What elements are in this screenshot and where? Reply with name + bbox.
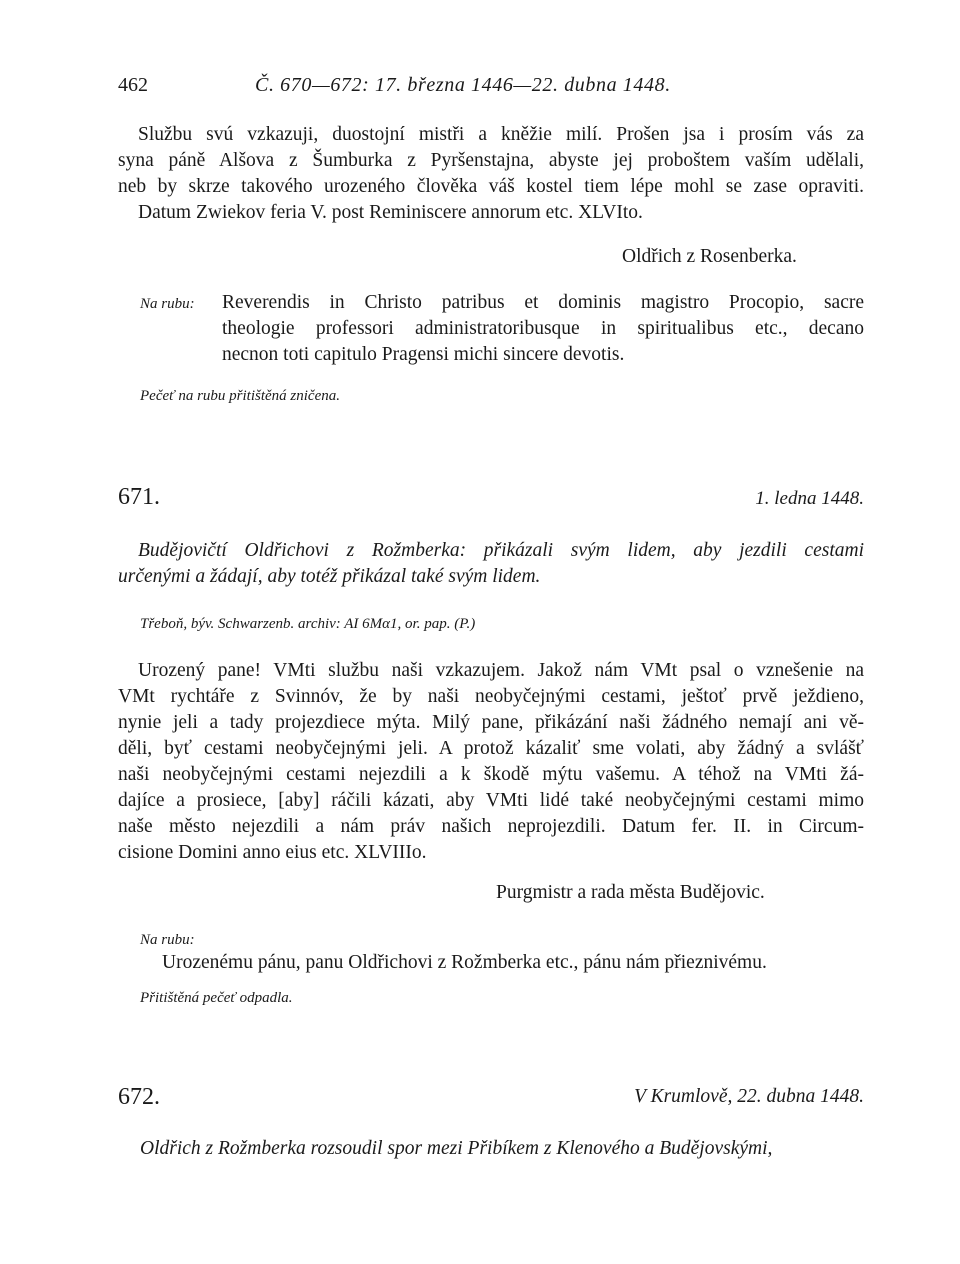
text-line: určenými a žádají, aby totéž přikázal také svým lidem. — [118, 566, 541, 587]
text-line: cisione Domini anno eius etc. XLVIIIo. — [118, 842, 427, 863]
text-line: Urozený pane! VMti službu naši vzkazujem. Jakož nám VMt psal o vznešenie na — [138, 660, 864, 681]
entry-671-summary — [118, 538, 864, 590]
text-line: VMt rychtáře z Svinnóv, že by naši neobyčejnými cestami, ještoť prvě ježdieno, — [118, 686, 864, 707]
letter-670-address — [222, 290, 864, 368]
letter-670-address-label: Na rubu: — [140, 296, 195, 312]
entry-671-address-label: Na rubu: — [140, 932, 195, 948]
entry-672-number: 672. — [118, 1084, 160, 1110]
text-line: naši neobyčejnými cestami nejezdili a k škodě mýtu vašemu. A téhož na VMti žá- — [118, 764, 864, 785]
letter-670-seal-note: Pečeť na rubu přitištěná zničena. — [140, 388, 341, 404]
text-line: nynie jeli a tady projezdiece mýta. Milý pane, přikázání naši žádného nemají ani vě- — [118, 712, 864, 733]
text-line: dajíce a prosiece, [aby] ráčili kázati, aby VMti lidé také neobyčejnými cestami mimo — [118, 790, 864, 811]
text-line: necnon toti capitulo Pragensi michi sincere devotis. — [222, 344, 625, 365]
page-number: 462 — [118, 74, 148, 96]
letter-670-body — [118, 122, 864, 226]
entry-671-body — [118, 658, 864, 866]
letter-670-signature: Oldřich z Rosenberka. — [622, 246, 797, 267]
text-line: Datum Zwiekov feria V. post Reminiscere annorum etc. XLVIto. — [138, 202, 643, 223]
running-title: Č. 670—672: 17. března 1446—22. dubna 1448. — [255, 74, 671, 96]
text-line: Reverendis in Christo patribus et dominis magistro Procopio, sacre — [222, 292, 864, 313]
entry-671-address: Urozenému pánu, panu Oldřichovi z Rožmberka etc., pánu nám přieznivému. — [162, 952, 767, 973]
text-line: syna páně Alšova z Šumburka z Pyršenstajna, abyste jej proboštem vaším udělali, — [118, 150, 864, 171]
entry-671-date: 1. ledna 1448. — [755, 488, 864, 509]
entry-671-seal-note: Přitištěná pečeť odpadla. — [140, 990, 293, 1006]
entry-671-number: 671. — [118, 484, 160, 510]
entry-672-date: V Krumlově, 22. dubna 1448. — [634, 1086, 864, 1107]
text-line: děli, byť cestami neobyčejnými jeli. A protož kázaliť sme volati, aby žádný a svlášť — [118, 738, 864, 759]
entry-671-source: Třeboň, býv. Schwarzenb. archiv: AI 6Mα1, or. pap. (P.) — [140, 616, 476, 632]
text-line: Službu svú vzkazuji, duostojní mistři a kněžie milí. Prošen jsa i prosím vás za — [138, 124, 864, 145]
entry-672-summary: Oldřich z Rožmberka rozsoudil spor mezi Přibíkem z Klenového a Budějovskými, — [140, 1138, 773, 1159]
text-line: theologie professori administratoribusque in spiritualibus etc., decano — [222, 318, 864, 339]
text-line: neb by skrze takového urozeného člověka váš kostel tiem lépe mohl se zase opraviti. — [118, 176, 864, 197]
entry-671-signature: Purgmistr a rada města Budějovic. — [496, 882, 765, 903]
text-line: naše město nejezdili a nám práv našich neprojezdili. Datum fer. II. in Circum- — [118, 816, 864, 837]
text-line: Budějovičtí Oldřichovi z Rožmberka: přikázali svým lidem, aby jezdili cestami — [138, 540, 864, 561]
